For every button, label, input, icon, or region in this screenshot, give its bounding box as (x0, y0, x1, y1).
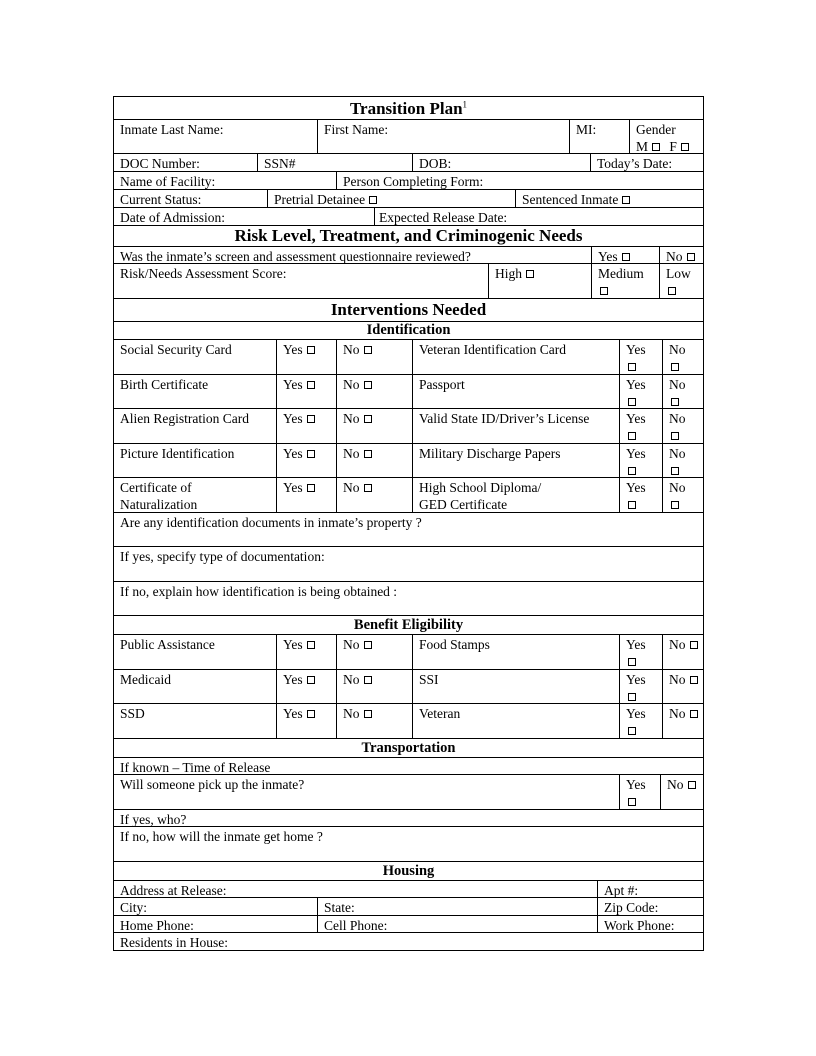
yes-checkbox[interactable] (307, 450, 315, 458)
benefit-left-no: No (336, 704, 412, 738)
person-completing-field[interactable]: Person Completing Form: (336, 172, 703, 189)
gender-f-checkbox[interactable] (681, 143, 689, 151)
home-phone-field[interactable]: Home Phone: (120, 918, 194, 932)
no-checkbox[interactable] (671, 501, 679, 509)
benefit-right-yes: Yes (619, 635, 662, 669)
get-home-question: If no, how will the inmate get home ? (120, 829, 323, 844)
benefit-item-left: SSD (120, 706, 145, 721)
no-checkbox[interactable] (364, 381, 372, 389)
id-item-right: Passport (412, 375, 619, 408)
id-left-no: No (336, 444, 412, 477)
yes-checkbox[interactable] (628, 398, 636, 406)
time-of-release-row[interactable] (113, 758, 704, 775)
risk-low-checkbox[interactable] (668, 287, 676, 295)
benefit-item-right: Food Stamps (412, 635, 619, 669)
id-left-yes: Yes (276, 340, 336, 374)
id-yes-row[interactable] (113, 547, 704, 582)
apt-field[interactable]: Apt #: (597, 881, 703, 897)
id-row (113, 444, 704, 478)
no-checkbox[interactable] (690, 710, 698, 718)
id-left-no: No (336, 478, 412, 512)
last-name-field[interactable]: Inmate Last Name: (120, 122, 224, 137)
no-checkbox[interactable] (364, 450, 372, 458)
benefit-item-left: Public Assistance (120, 637, 215, 652)
pretrial-checkbox[interactable] (369, 196, 377, 204)
id-item-left: Certificate of Naturalization (120, 480, 198, 512)
no-checkbox[interactable] (690, 676, 698, 684)
id-property-question: Are any identification documents in inmate’s property ? (120, 515, 422, 530)
state-field[interactable]: State: (317, 898, 597, 915)
id-item-left: Social Security Card (120, 342, 232, 357)
yes-checkbox[interactable] (307, 641, 315, 649)
zip-field[interactable]: Zip Code: (597, 898, 703, 915)
name-row (113, 120, 704, 154)
id-right-no: No (662, 409, 703, 443)
no-checkbox[interactable] (671, 398, 679, 406)
pickup-no: No (660, 775, 703, 809)
id-right-yes: Yes (619, 340, 662, 374)
id-right-yes: Yes (619, 478, 662, 512)
no-checkbox[interactable] (364, 676, 372, 684)
doc-row (113, 154, 704, 172)
screen-reviewed-yes-checkbox[interactable] (622, 253, 630, 261)
yes-checkbox[interactable] (307, 346, 315, 354)
screen-reviewed-question: Was the inmate’s screen and assessment questionnaire reviewed? (120, 249, 471, 263)
facility-field[interactable]: Name of Facility: (120, 174, 216, 189)
residents-row[interactable] (113, 933, 704, 951)
no-checkbox[interactable] (671, 363, 679, 371)
yes-checkbox[interactable] (628, 727, 636, 735)
address-row (113, 881, 704, 898)
pickup-yes: Yes (619, 775, 660, 809)
no-checkbox[interactable] (671, 432, 679, 440)
benefit-right-no: No (662, 635, 703, 669)
id-property-row[interactable] (113, 513, 704, 547)
pickup-who-field: If yes, who? (120, 812, 187, 826)
yes-checkbox[interactable] (307, 484, 315, 492)
id-right-yes: Yes (619, 444, 662, 477)
benefit-left-no: No (336, 635, 412, 669)
benefit-right-yes: Yes (619, 670, 662, 703)
housing-heading: Housing (382, 863, 435, 879)
sentenced-checkbox[interactable] (622, 196, 630, 204)
no-checkbox[interactable] (364, 641, 372, 649)
no-checkbox[interactable] (364, 415, 372, 423)
release-date-field[interactable]: Expected Release Date: (374, 208, 703, 225)
cell-phone-field[interactable]: Cell Phone: (317, 916, 597, 932)
id-left-no: No (336, 375, 412, 408)
id-left-no: No (336, 340, 412, 374)
risk-high-checkbox[interactable] (526, 270, 534, 278)
id-row (113, 375, 704, 409)
pickup-no-checkbox[interactable] (688, 781, 696, 789)
id-right-no: No (662, 444, 703, 477)
city-field[interactable]: City: (120, 900, 148, 915)
id-item-left: Picture Identification (120, 446, 235, 461)
transport-heading-row (113, 739, 704, 758)
gender-field: Gender M F (629, 120, 703, 153)
benefit-left-yes: Yes (276, 670, 336, 703)
screen-reviewed-no: No (659, 247, 703, 263)
interventions-heading: Interventions Needed (330, 300, 487, 319)
facility-row (113, 172, 704, 190)
pickup-question: Will someone pick up the inmate? (120, 777, 305, 792)
phone-row (113, 916, 704, 933)
id-left-no: No (336, 409, 412, 443)
id-right-no: No (662, 478, 703, 512)
benefit-item-left: Medicaid (120, 672, 171, 687)
benefit-item-right: SSI (412, 670, 619, 703)
identification-heading-row (113, 322, 704, 340)
risk-low: Low (659, 264, 703, 298)
get-home-row[interactable] (113, 827, 704, 862)
doc-number-field[interactable]: DOC Number: (120, 156, 200, 171)
benefit-right-no: No (662, 704, 703, 738)
id-item-right: Valid State ID/Driver’s License (412, 409, 619, 443)
no-checkbox[interactable] (364, 484, 372, 492)
benefit-left-yes: Yes (276, 635, 336, 669)
risk-score-field[interactable]: Risk/Needs Assessment Score: (120, 266, 287, 281)
title-row (113, 96, 704, 120)
id-right-yes: Yes (619, 409, 662, 443)
id-item-left: Alien Registration Card (120, 411, 249, 426)
work-phone-field[interactable]: Work Phone: (597, 916, 703, 932)
id-left-yes: Yes (276, 375, 336, 408)
mi-field[interactable]: MI: (569, 120, 629, 153)
form-title: Transition Plan$^1$ (349, 99, 468, 118)
yes-checkbox[interactable] (628, 501, 636, 509)
id-no-question: If no, explain how identification is being obtained : (120, 584, 398, 599)
no-checkbox[interactable] (364, 346, 372, 354)
screen-reviewed-yes: Yes (591, 247, 659, 263)
id-row (113, 478, 704, 513)
no-checkbox[interactable] (364, 710, 372, 718)
risk-high: High (488, 264, 591, 298)
housing-heading-row (113, 862, 704, 881)
benefit-left-no: No (336, 670, 412, 703)
yes-checkbox[interactable] (307, 710, 315, 718)
id-item-right: Veteran Identification Card (412, 340, 619, 374)
pickup-who-row[interactable] (113, 810, 704, 827)
no-checkbox[interactable] (690, 641, 698, 649)
time-of-release-field: If known – Time of Release (120, 760, 271, 774)
benefit-heading-row (113, 616, 704, 635)
status-row (113, 190, 704, 208)
yes-checkbox[interactable] (307, 381, 315, 389)
interventions-heading-row (113, 299, 704, 322)
screen-reviewed-no-checkbox[interactable] (687, 253, 695, 261)
id-left-yes: Yes (276, 409, 336, 443)
id-item-right: Military Discharge Papers (412, 444, 619, 477)
dob-field[interactable]: DOB: (412, 154, 590, 171)
id-right-yes: Yes (619, 375, 662, 408)
transition-plan-form (113, 96, 704, 951)
benefit-left-yes: Yes (276, 704, 336, 738)
risk-heading-row (113, 226, 704, 247)
yes-checkbox[interactable] (307, 415, 315, 423)
id-row (113, 409, 704, 444)
city-row (113, 898, 704, 916)
risk-question-row (113, 247, 704, 264)
benefit-item-right: Veteran (412, 704, 619, 738)
yes-checkbox[interactable] (628, 658, 636, 666)
yes-checkbox[interactable] (628, 363, 636, 371)
transport-heading: Transportation (361, 740, 456, 756)
todays-date-field[interactable]: Today’s Date: (590, 154, 703, 171)
yes-checkbox[interactable] (628, 467, 636, 475)
identification-heading: Identification (366, 322, 451, 338)
risk-medium: Medium (591, 264, 659, 298)
admission-row (113, 208, 704, 226)
benefit-row (113, 704, 704, 739)
id-left-yes: Yes (276, 478, 336, 512)
benefit-heading: Benefit Eligibility (353, 617, 464, 633)
id-right-no: No (662, 340, 703, 374)
benefit-row (113, 635, 704, 670)
id-item-right: High School Diploma/ GED Certificate (412, 478, 619, 512)
gender-m-checkbox[interactable] (652, 143, 660, 151)
yes-checkbox[interactable] (628, 432, 636, 440)
current-status-label: Current Status: (120, 192, 202, 207)
id-right-no: No (662, 375, 703, 408)
id-no-row[interactable] (113, 582, 704, 616)
risk-score-row (113, 264, 704, 299)
benefit-right-yes: Yes (619, 704, 662, 738)
yes-checkbox[interactable] (628, 693, 636, 701)
id-item-left: Birth Certificate (120, 377, 209, 392)
benefit-right-no: No (662, 670, 703, 703)
no-checkbox[interactable] (671, 467, 679, 475)
address-field[interactable]: Address at Release: (120, 883, 227, 897)
sentenced-option: Sentenced Inmate (515, 190, 703, 207)
admission-date-field[interactable]: Date of Admission: (120, 210, 225, 225)
id-row (113, 340, 704, 375)
yes-checkbox[interactable] (307, 676, 315, 684)
ssn-field[interactable]: SSN# (257, 154, 412, 171)
risk-heading: Risk Level, Treatment, and Criminogenic Needs (234, 226, 583, 245)
benefit-row (113, 670, 704, 704)
residents-field: Residents in House: (120, 935, 228, 950)
id-yes-question: If yes, specify type of documentation: (120, 549, 325, 564)
pickup-row (113, 775, 704, 810)
id-left-yes: Yes (276, 444, 336, 477)
pretrial-option: Pretrial Detainee (267, 190, 515, 207)
pickup-yes-checkbox[interactable] (628, 798, 636, 806)
risk-medium-checkbox[interactable] (600, 287, 608, 295)
first-name-field[interactable]: First Name: (317, 120, 569, 153)
